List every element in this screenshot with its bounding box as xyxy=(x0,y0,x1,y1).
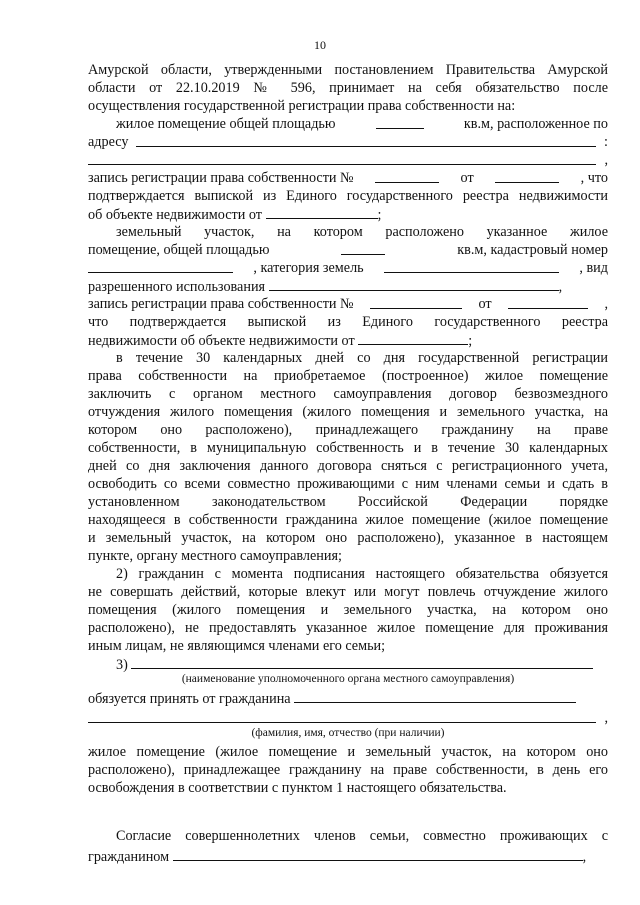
item3-line-5: расположено), принадлежащее гражданину на праве собственности, в день его xyxy=(88,762,608,778)
land-category-field[interactable] xyxy=(384,260,559,273)
land-area-field[interactable] xyxy=(341,242,385,255)
item1-line-8: освободить со всеми совместно проживающими с ним членами семьи и сдать в xyxy=(88,476,608,492)
citizen-name-caption: (фамилия, имя, отчество (при наличии) xyxy=(251,727,445,739)
item1-line-4: отчуждения жилого помещения (жилого помещения и земельного участка, на xyxy=(88,404,608,420)
land-category-label: , категория земель xyxy=(253,260,364,276)
dwelling-extract-date-field[interactable] xyxy=(266,206,378,219)
land-line-2 xyxy=(88,242,608,259)
item2-line-2: не совершать действий, которые влекут или могут повлечь отчуждение жилого xyxy=(88,584,608,600)
item3-line-4: жилое помещение (жилое помещение и земельный участок, на котором оно xyxy=(88,744,608,760)
land-line-4 xyxy=(88,278,608,296)
item3-number: 3) xyxy=(116,657,128,673)
intro-line-2: области от 22.10.2019 № 596, принимает на себя обязательство после xyxy=(88,80,608,96)
dwelling-area-label: жилое помещение общей площадью xyxy=(116,116,336,132)
land-area-label: помещение, общей площадью xyxy=(88,242,270,258)
item3-line-3 xyxy=(88,710,608,727)
land-extract-label: недвижимости об объекте недвижимости от xyxy=(88,333,355,349)
authority-caption: (наименование уполномоченного органа местного самоуправления) xyxy=(181,673,515,685)
authority-name-field[interactable] xyxy=(131,656,593,669)
dwelling-extract-label: об объекте недвижимости от xyxy=(88,207,262,223)
item3-line-6: освобождения в соответствии с пунктом 1 настоящего обязательства. xyxy=(88,780,507,796)
semicolon-mark: ; xyxy=(468,333,473,349)
item1-line-7: дней со дня заключения данного договора сняться с регистрационного учета, xyxy=(88,458,608,474)
land-permitted-use-label: разрешенного использования xyxy=(88,279,266,295)
semicolon-mark: ; xyxy=(377,207,382,223)
item1-line-9: установленном законодательством Российской Федерации порядке xyxy=(88,494,608,510)
land-use-label: , вид xyxy=(579,260,608,276)
item1-line-10: находящееся в собственности гражданина жилое помещение (жилое помещение xyxy=(88,512,608,528)
intro-line-3: осуществления государственной регистрации права собственности на: xyxy=(88,98,516,114)
item1-line-1: в течение 30 календарных дней со дня государственной регистрации xyxy=(116,350,608,366)
consent-line-2 xyxy=(88,848,608,866)
dwelling-address-field-2[interactable] xyxy=(88,152,596,165)
land-extract-date-field[interactable] xyxy=(358,332,468,345)
dwelling-area-unit: кв.м, расположенное по xyxy=(463,116,608,132)
comma-mark: , xyxy=(582,849,587,865)
consent-citizen-label: гражданином xyxy=(88,849,170,865)
item1-line-3: заключить с органом местного самоуправления договор безвозмездного xyxy=(88,386,608,402)
intro-line-1: Амурской области, утвержденными постановлением Правительства Амурской xyxy=(88,62,608,78)
comma-mark: , xyxy=(604,710,608,726)
item2-line-4: расположено), не предоставлять указанное жилое помещение для проживания xyxy=(88,620,608,636)
land-record-date-field[interactable] xyxy=(508,296,588,309)
dwelling-record-number-field[interactable] xyxy=(375,170,439,183)
dwelling-record-label: запись регистрации права собственности № xyxy=(88,170,354,186)
land-record-number-field[interactable] xyxy=(370,296,462,309)
land-line-6: что подтверждается выпиской из Единого государственного реестра xyxy=(88,314,608,330)
item2-line-1: 2) гражданин с момента подписания настоящего обязательства обязуется xyxy=(116,566,608,582)
accept-from-label: обязуется принять от гражданина xyxy=(88,691,291,707)
land-line-5 xyxy=(88,296,608,313)
item1-line-11: и земельный участок, на котором оно расположено), указанное в настоящем xyxy=(88,530,608,546)
colon-mark: : xyxy=(604,134,608,150)
dwelling-line-1 xyxy=(116,116,608,133)
dwelling-line-2 xyxy=(88,134,608,151)
citizen-name-field-2[interactable] xyxy=(88,710,596,723)
comma-mark: , xyxy=(558,279,563,295)
item1-line-2: права собственности на приобретаемое (построенное) жилое помещение xyxy=(88,368,608,384)
item2-line-3: помещения (жилого помещения и земельного участка, на котором оно xyxy=(88,602,608,618)
comma-mark: , xyxy=(604,152,608,168)
item3-line-1 xyxy=(116,656,608,674)
land-cadastral-field[interactable] xyxy=(88,260,233,273)
citizen-name-field[interactable] xyxy=(294,690,576,703)
comma-mark: , xyxy=(604,296,608,312)
dwelling-record-suffix: , что xyxy=(580,170,608,186)
dwelling-line-3 xyxy=(88,152,608,169)
dwelling-record-date-field[interactable] xyxy=(495,170,559,183)
land-line-7 xyxy=(88,332,608,350)
dwelling-record-from-label: от xyxy=(460,170,474,186)
item2-line-5: иным лицам, не являющимся членами его семьи; xyxy=(88,638,386,654)
land-line-3 xyxy=(88,260,608,277)
land-permitted-use-field[interactable] xyxy=(269,278,559,291)
land-cadastral-label: кв.м, кадастровый номер xyxy=(457,242,608,258)
dwelling-area-field[interactable] xyxy=(376,116,424,129)
dwelling-line-6 xyxy=(88,206,608,224)
consent-citizen-field[interactable] xyxy=(173,848,583,861)
land-record-from-label: от xyxy=(478,296,492,312)
item3-line-2 xyxy=(88,690,608,708)
page-number: 10 xyxy=(314,38,326,52)
dwelling-address-field[interactable] xyxy=(136,134,596,147)
dwelling-line-4 xyxy=(88,170,608,187)
item1-line-5: котором оно расположено), принадлежащего гражданину на праве xyxy=(88,422,608,438)
item1-line-12: пункте, органу местного самоуправления; xyxy=(88,548,342,564)
item1-line-6: собственности, в муниципальную собственность и в течение 30 календарных xyxy=(88,440,608,456)
land-line-1: земельный участок, на котором расположено указанное жилое xyxy=(116,224,608,240)
dwelling-address-label: адресу xyxy=(88,134,129,150)
dwelling-line-5: подтверждается выпиской из Единого государственного реестра недвижимости xyxy=(88,188,608,204)
land-record-label: запись регистрации права собственности № xyxy=(88,296,354,312)
consent-line-1: Согласие совершеннолетних членов семьи, совместно проживающих с xyxy=(116,828,608,844)
